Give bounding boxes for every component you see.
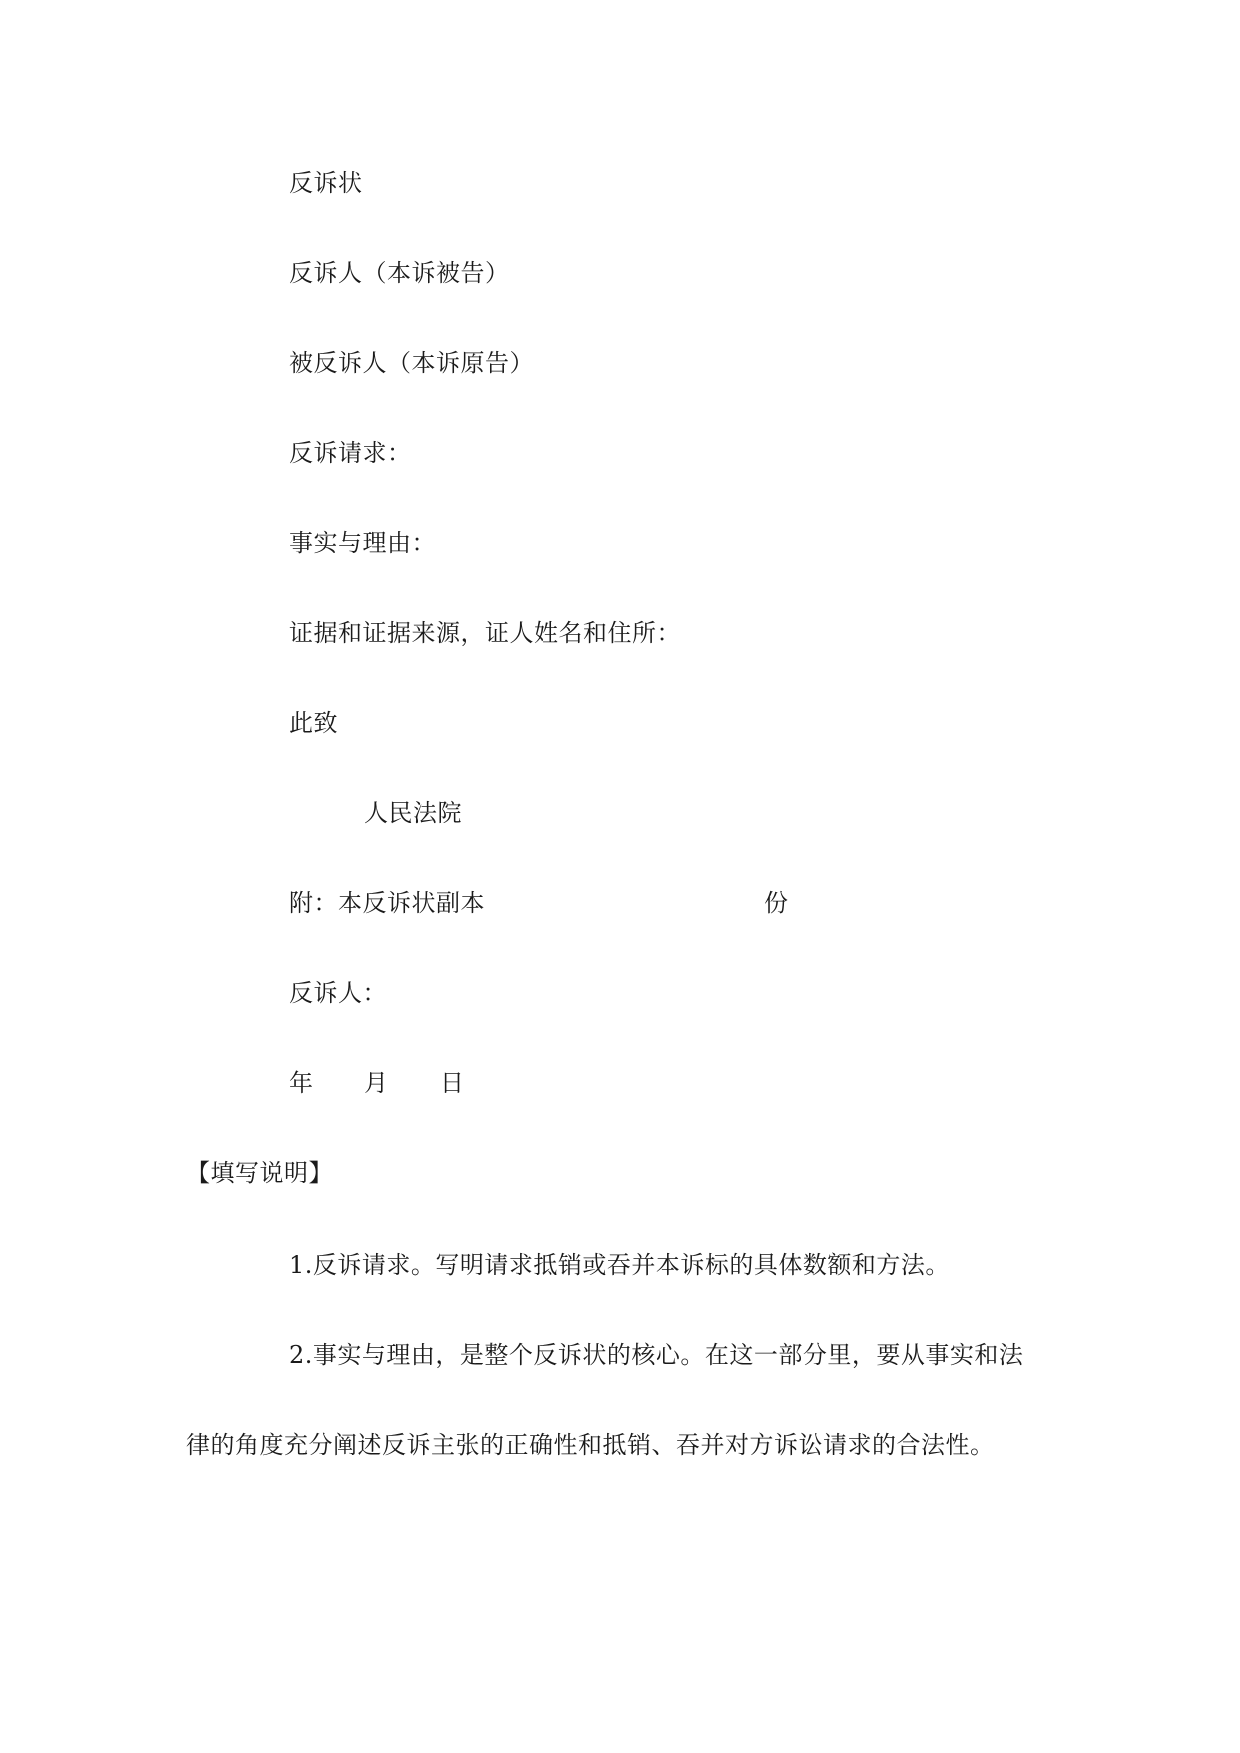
counter-defendant-label: 被反诉人（本诉原告） [289, 349, 534, 377]
document-title: 反诉状 [289, 169, 363, 197]
counter-plaintiff-label: 反诉人（本诉被告） [289, 259, 510, 287]
salutation: 此致 [289, 709, 338, 737]
instructions-heading: 【填写说明】 [186, 1159, 333, 1187]
signature-label: 反诉人： [289, 979, 387, 1007]
facts-label: 事实与理由： [289, 529, 436, 557]
date-day: 日 [440, 1069, 465, 1097]
claims-label: 反诉请求： [289, 439, 412, 467]
attachment-label: 附：本反诉状副本 [289, 889, 485, 917]
attachment-unit: 份 [764, 889, 789, 917]
evidence-label: 证据和证据来源，证人姓名和住所： [289, 619, 681, 647]
instruction-item-2-line-2: 律的角度充分阐述反诉主张的正确性和抵销、吞并对方诉讼请求的合法性。 [186, 1431, 995, 1459]
date-year: 年 [289, 1069, 314, 1097]
instruction-item-2-line-1: 2.事实与理由，是整个反诉状的核心。在这一部分里，要从事实和法 [289, 1341, 1024, 1369]
court-name: 人民法院 [364, 799, 462, 827]
instruction-item-1: 1.反诉请求。写明请求抵销或吞并本诉标的具体数额和方法。 [289, 1251, 950, 1279]
date-month: 月 [364, 1069, 389, 1097]
